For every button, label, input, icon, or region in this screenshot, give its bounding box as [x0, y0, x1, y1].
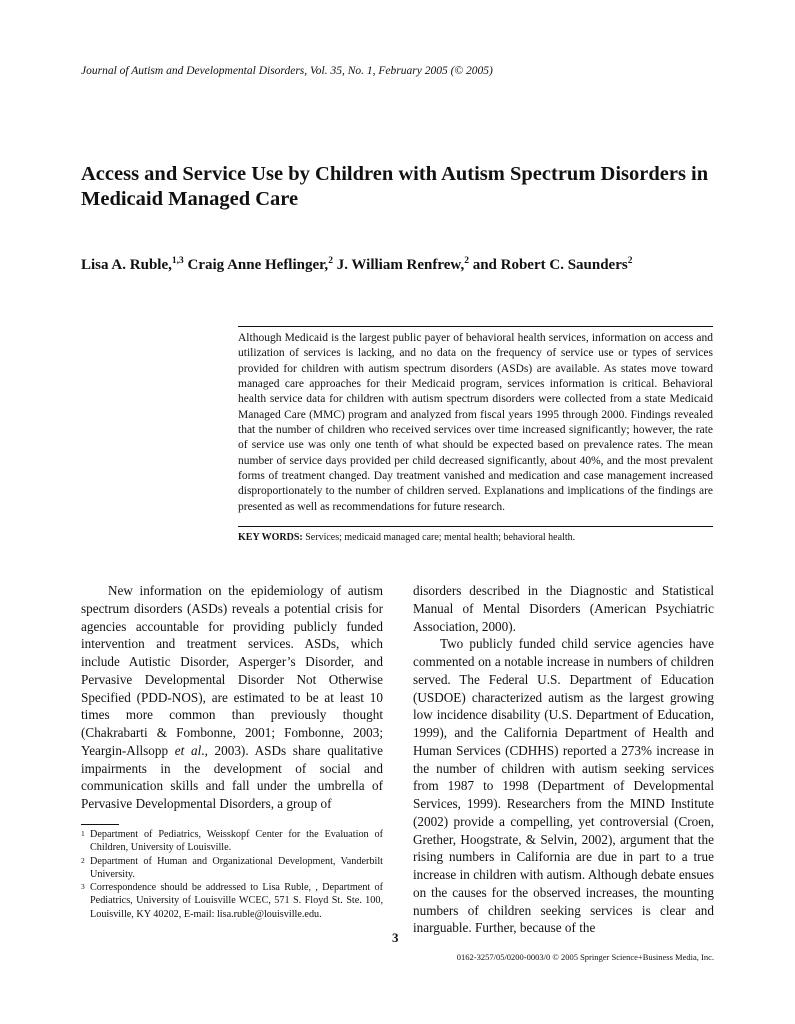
- author-affiliation-mark: 1,3: [171, 256, 184, 266]
- page-number: 3: [392, 930, 399, 945]
- abstract: Although Medicaid is the largest public payer of behavioral health services, information on access and utilization of services is lacking, and no data on the frequency of service use or types of services provided for children with autism spectrum disorders (ASDs) are available. As states move toward managed care approaches for their Medicaid program, services information is critical. Behavioral health service data for children with autism spectrum disorders were collected from a state Medicaid Managed Care (MMC) program and analyzed from fiscal years 1995 through 2000. Findings revealed that the number of children who received services over time increased significantly; however, the rate of service use was only one tenth of what should be expected based on prevalence rates. The mean number of service days provided per child decreased significantly, about 40%, and the most prevalent forms of treatment changed. Day treatment vanished and medication and case management increased disproportionately to the number of children served. Explanations and implications of the findings are presented as well as recommendations for future research.: [238, 332, 713, 513]
- body-column-right: [413, 582, 714, 937]
- footnote: [81, 828, 383, 855]
- body-text-italic: et al: [174, 742, 202, 758]
- author-affiliation-mark: 2: [627, 256, 633, 266]
- author-name: Craig Anne Heflinger,: [187, 257, 329, 273]
- footnotes: [81, 828, 383, 921]
- keywords: [238, 532, 713, 543]
- footnote-rule: [81, 824, 119, 825]
- footnote-number: 3: [81, 882, 85, 892]
- copyright-line: 0162-3257/05/0200-0003/0 © 2005 Springer Science+Business Media, Inc.: [456, 952, 714, 962]
- abstract-top-rule: [238, 326, 713, 327]
- article-title: Access and Service Use by Children with Autism Spectrum Disorders in Medicaid Managed Care: [81, 163, 709, 210]
- footnote-number: 2: [81, 855, 85, 865]
- author-name: J. William Renfrew,: [336, 257, 465, 273]
- body-paragraph: Two publicly funded child service agencies have commented on a notable increase in numbers of children served. The Federal U.S. Department of Education (USDOE) characterized autism as the largest growing low incidence disability (U.S. Department of Education, 1999), and the California Department of Health and Human Services (CDHHS) reported a 273% increase in the number of children with autism seeking services from 1987 to 1998 (Department of Developmental Services, 1999). Researchers from the MIND Institute (2002) provide a compelling, yet controversial (Croen, Grether, Hoogstrate, & Selvin, 2002), argument that the rising numbers in California are due in part to a true increase in children with autism. Although debate ensues on the causes for the observed increases, the mounting numbers of children seeking services is clear and inarguable. Further, because of the: [413, 636, 714, 936]
- journal-header: Journal of Autism and Developmental Disorders, Vol. 35, No. 1, February 2005 (© 2005): [81, 65, 493, 77]
- author-affiliation-mark: 2: [464, 256, 469, 266]
- footnote-number: 1: [81, 829, 85, 838]
- body-paragraph: disorders described in the Diagnostic and Statistical Manual of Mental Disorders (American Psychiatric Association, 2000).: [413, 583, 714, 634]
- keywords-text: Services; medicaid managed care; mental health; behavioral health.: [305, 532, 576, 543]
- body-text: New information on the epidemiology of autism spectrum disorders (ASDs) reveals a potential crisis for agencies accountable for providing publicly funded intervention and treatment services. ASDs, which include Autistic Disorder, Asperger’s Disorder, and Pervasive Developmental Disorder Not Otherwise Specified (PDD-NOS), are estimated to be at least 10 times more common than previously thought (Chakrabarti & Fombonne, 2001; Fombonne, 2003; Yeargin-Allsopp: [81, 583, 383, 758]
- author-name: Lisa A. Ruble,: [81, 257, 172, 273]
- footnote-text: Department of Human and Organizational Development, Vanderbilt University.: [90, 855, 383, 880]
- footnote: [81, 855, 383, 882]
- author-name: and Robert C. Saunders: [472, 257, 628, 273]
- body-column-left: [81, 582, 383, 813]
- footnote-text: Correspondence should be addressed to Lisa Ruble, , Department of Pediatrics, University of Louisville WCEC, 571 S. Floyd St. Ste. 100, Louisville, KY 40202, E-mail: lisa.ruble@louisville.edu.: [90, 882, 383, 920]
- body-text: ., 2003). ASDs share qualitative impairments in the development of social and communication skills and fall under the umbrella of Pervasive Developmental Disorders, a group of: [81, 742, 383, 811]
- keywords-label: KEY WORDS:: [238, 532, 303, 543]
- footnote: [81, 881, 383, 921]
- footnote-text: Department of Pediatrics, Weisskopf Center for the Evaluation of Children, University of Louisville.: [90, 829, 383, 854]
- abstract-bottom-rule: [238, 526, 713, 527]
- body-paragraph: [81, 582, 383, 813]
- author-list: [81, 256, 632, 274]
- author-affiliation-mark: 2: [328, 256, 333, 266]
